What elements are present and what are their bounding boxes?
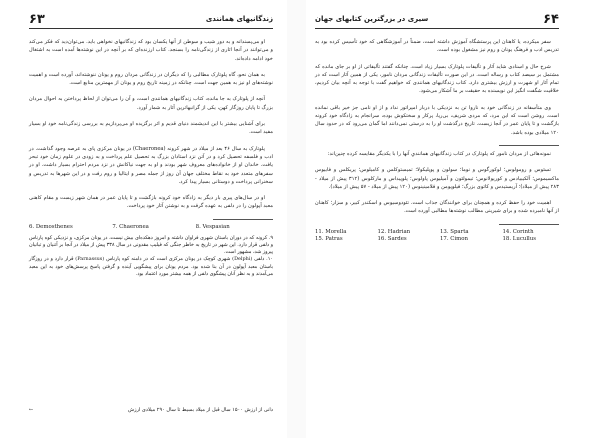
left-paragraph-6: او در سال‌های پیری بار دیگر به زادگاه خود کرونه بازگشت و تا پایان عمر در همان شهر زیست و مقام کاهنی معبد آپولون را در دلفی به عهده گرفت و به نوشتن آثار خود پرداخت. bbox=[29, 195, 273, 210]
left-paragraph-3: آنچه از پلوتارک به جا مانده، کتاب زندگانیهای همانندی است، و آن را می‌توان از لحاظ پرداختن به احوال مردان بزرگ تا پایان روزگار کهن، یکی از گرانبهاترین آثار به شمار آورد. bbox=[29, 96, 273, 111]
footnote-18: 18. Lucullus bbox=[502, 235, 537, 242]
left-footnote-10: ۱۰. دلفی (Delphi) شهری کوچک در یونان مرکزی است که در دامنه کوه پارناس (Parnassus) قرار دارد و در روزگار باستان معبد آپولون در آن بنا شده بود. مردم یونان برای پیشگویی آینده و گرفتن پاسخ پرسش‌های خود به این معبد می‌آمدند و به نظر آنان پیشگوی دلفی از همه بیشتر مورد اعتماد بود. bbox=[29, 256, 273, 277]
right-footnote-separator bbox=[499, 224, 559, 225]
right-folio: ۶۴ bbox=[543, 11, 559, 27]
right-section-intro: نمونه‌هائی از مردان نامور که پلوتارک در کتاب زندگانیهای همانندیِ آنها را با یکدیگر مقایسه کرده چنین‌اند: bbox=[327, 150, 551, 157]
left-head-rule bbox=[29, 28, 273, 29]
left-head-title: زندگانیهای همانندی bbox=[205, 15, 273, 23]
right-head-rule bbox=[315, 28, 559, 29]
left-running-head bbox=[29, 12, 273, 26]
book-gutter bbox=[287, 0, 306, 438]
left-paragraph-1: او می‌پسندانه و به دور شیب و سوطن از آنها یکسان بود که زندگانیهای نخواهی باید. می‌توان‌دید که فکر می‌کند و می‌توانند در آنجا اثاری از زندگی‌نامه را بسنجد. کتاب ارزنده‌ای که بر آنچه در این نوشته‌ها آمده است به اشتغال خود ادامه داده‌اند. bbox=[29, 39, 273, 62]
footnote-6: 6. Demosthenes bbox=[29, 223, 73, 230]
left-paragraph-4: برای آشنایی بیشتر با این اندیشمند دنیای قدیم و اثر برگزیده او می‌پردازیم به بررسی زندگی‌نامه خود او بسیار مفید است. bbox=[29, 121, 273, 136]
left-paragraph-2: به همان نحو، گاه پلوتارک مطالبی را که دیگران در زندگانی مردان روم و یونان ننوشته‌اند، آورده است و اهمیت نوشته‌های او نیز به همین جهت است. چنانکه در زمینه تاریخ روم و یونان از مهمترین منابع است. bbox=[29, 71, 273, 87]
footnote-11: 11. Morella bbox=[315, 228, 347, 235]
right-closing-paragraph: اهمیت خود را حفظ کرده و همچنان برای خوانندگان جذاب است. تئودوسیوس و اسکندر کبیر، و سزار؛ کاهنان از آنها نامبرده شده و برای شیرینی مطالب نوشته‌ها مطالبی آورده است. bbox=[315, 200, 559, 215]
right-paragraph-3: وی متأسفانه در زندگانی خود به ناروا تن به نزدیکی با دربار امپراتور نداد و از او نامی جز خیر باقی نمانده است. روشن است که این مرد، که مردی شریف، بی‌ریا، پرکار و سختکوش بوده، سرانجام به زادگاه خود کرونه بازگشت و تا پایان عمر در آنجا زیست. تاریخ درگذشت او را به درستی نمی‌دانند اما گمان می‌رود که در حدود سال ۱۲۰ میلادی بوده باشد. bbox=[315, 104, 559, 136]
footnote-12: 12. Hadrian bbox=[377, 228, 411, 235]
right-running-head bbox=[315, 12, 559, 26]
footnote-7: 7. Chaeronea bbox=[112, 223, 149, 230]
right-paragraph-2: شرح حال و اسنادی شاید آثار و تألیفات پلوتارک بسیار زیاد است. چنانکه گفتند تألیفاتی از او بر جای مانده که مشتمل بر سیصد کتاب و رساله است. در این صورت تألیفات زندگانی مردان نامور، یکی از همین آثار است که در تمام آثار او شهرت و ارزش بیشتری دارد. کتاب زندگانیهای همانندی که خواهیم گفت با توجه به آنچه بیان کردیم، خلاقیت شگفت انگیز این نویسنده به حقیقت بر ما آشکار می‌شود. bbox=[315, 63, 559, 95]
right-list-paragraph: تسئوس و رومولوس؛ لوکورگوس و نوما؛ سولون و پوپلیکولا؛ تمیستوکلس و کامیلوس؛ پریکلس و فابیوس ماکسیموس؛ آلکیبیادس و کوریولانوس؛ تیمولئون و آمیلیوس پاولوس؛ پلوپیداس و مارکلوس (۳۱۲ پیش از میلاد - ۲۸۳ پیش از میلاد)؛ آریستیدس و کاتوی بزرگ؛ فیلوپومن و فلامینینوس (۱۲۰ پیش از میلاد - ۵۷ پیش از میلاد). bbox=[315, 167, 559, 190]
right-page bbox=[315, 11, 559, 414]
left-folio: ۶۳ bbox=[29, 11, 45, 27]
footnote-14: 14. Corinth bbox=[502, 228, 534, 235]
footnote-16: 16. Sardes bbox=[377, 235, 407, 242]
left-footnote-separator bbox=[213, 219, 273, 220]
footnote-17: 17. Cimon bbox=[440, 235, 468, 242]
footnote-13: 13. Sparta bbox=[440, 228, 469, 235]
left-bottom-text: دانی از ارزش ۱۵۰۰ سال قبل از میلاد بسیط تا سال ۲۹۰ میلادی ارزش bbox=[127, 407, 273, 413]
left-footnotes-latin bbox=[29, 224, 273, 231]
left-paragraph-5: پلوتارک به سال ۴۶ بعد از میلاد در شهر کرونه (Chaeronea) در یونان مرکزی پای به عرصه وجود گذاشت. در ادب و فلسفه تحصیل کرد و در آتن نزد استادان بزرگ به تحصیل علم پرداخت و به زودی در علوم زمان خود تبحر یافت. خاندان او از خانواده‌های معروف شهر بودند و او به جهت نیاکانش در نزد مردم احترام بسیار داشت. او در سفرهای متعدد خود به نقاط مختلف جهان آن روز از جمله مصر و ایتالیا و روم رفت و در این شهرها به تدریس و سخنرانی پرداخت و دوستانی بسیار پیدا کرد. bbox=[29, 145, 273, 185]
right-footnotes-latin bbox=[315, 229, 559, 243]
right-section-separator bbox=[499, 145, 559, 146]
left-footnote-9: ۹. کرونه که در دوران باستان شهری فراوان داشته و امروز دهکده‌ای بیش نیست، در یونان مرکزی، و نزدیکی کوه پارناس و دلفی قرار دارد. این شهر در تاریخ به خاطر جنگی که فیلیپ مقدونی در سال ۳۳۸ پیش از میلاد در آنجا بر آتنیان و تبانیان پیروز شد، مشهور است. bbox=[29, 234, 273, 256]
footnote-15: 15. Patras bbox=[315, 235, 343, 242]
continuation-arrow-icon: ← bbox=[29, 407, 34, 413]
left-bottom-line bbox=[29, 407, 273, 414]
right-head-title: سیری در بزرگترین کتابهای جهان bbox=[315, 15, 429, 23]
footnote-8: 8. Vespasian bbox=[195, 223, 230, 230]
right-paragraph-1: سفر میکرده، یا کاهنان این پرستشگاه آموزش داشته است، ضمناً در آموزشگاهی که خود تأسیس کرده بود به تدریس ادب و فرهنگ یونان و روم نیز مشغول بوده است. bbox=[315, 39, 559, 54]
left-page bbox=[29, 11, 273, 414]
